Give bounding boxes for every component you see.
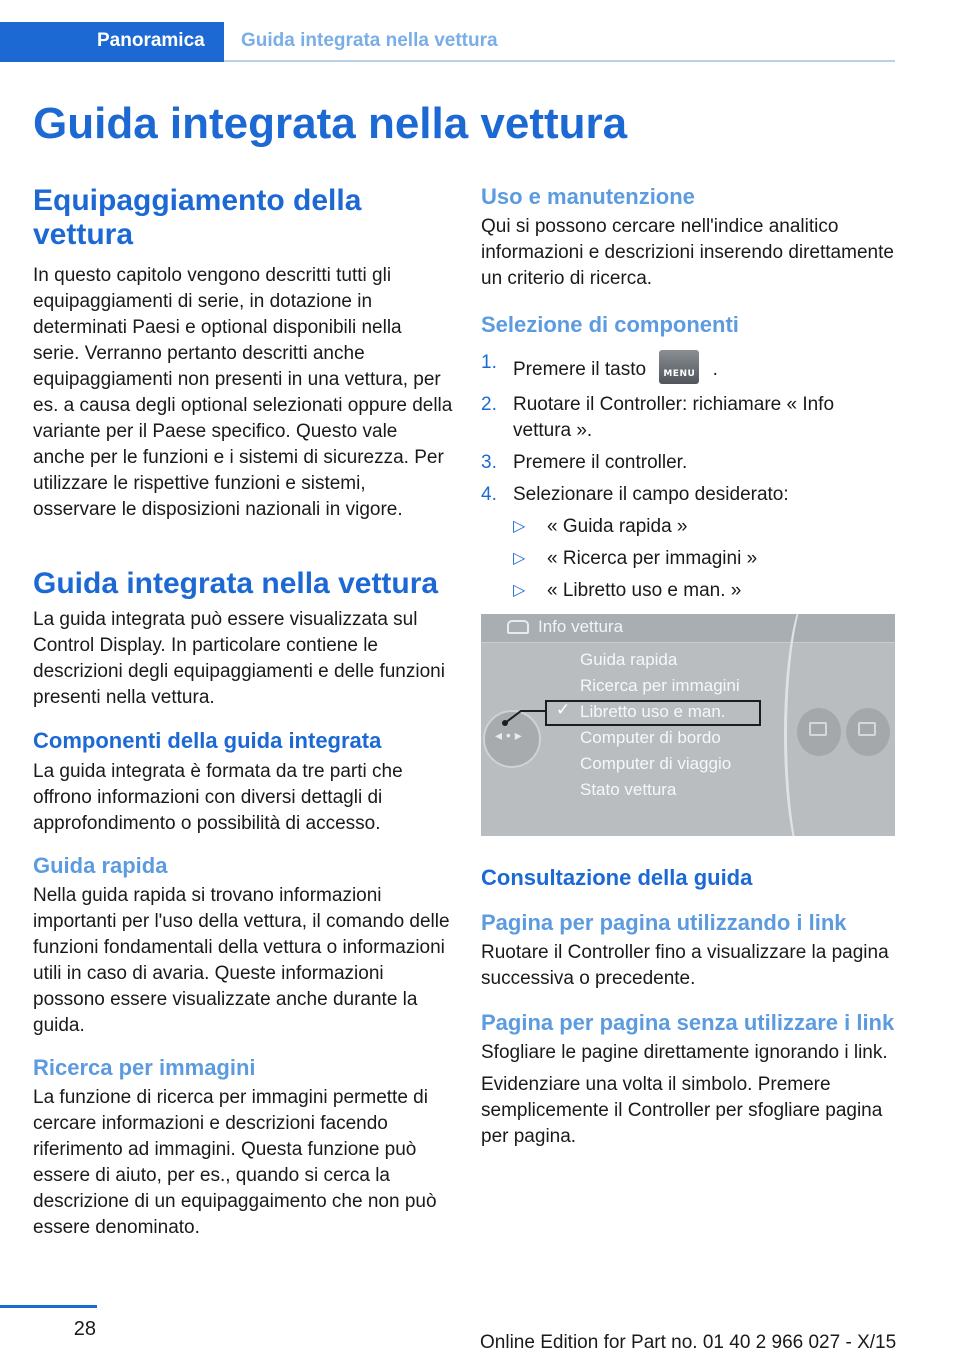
section-title-senza-link: Pagina per pagina senza utilizzare i link <box>481 1010 895 1035</box>
page-number: 28 <box>73 1318 96 1340</box>
page-title: Guida integrata nella vettura <box>33 99 628 148</box>
menu-key-label: MENU <box>663 369 696 379</box>
option-item <box>513 514 897 540</box>
screen-menu-item[interactable]: Ricerca per immagini <box>580 676 740 695</box>
step-item <box>481 450 897 476</box>
header-divider <box>224 60 895 62</box>
display-icon <box>858 722 876 736</box>
section-title-con-link: Pagina per pagina utilizzando i link <box>481 910 847 935</box>
screen-side-button <box>797 708 841 756</box>
car-icon <box>507 620 529 634</box>
option-item <box>513 578 897 604</box>
triangle-bullet-icon: ▷ <box>513 518 526 535</box>
section-title-componenti: Componenti della guida integrata <box>33 728 382 753</box>
section-title-consultazione: Consultazione della guida <box>481 865 753 890</box>
pointer-line-icon <box>501 709 551 727</box>
footer-divider <box>0 1305 97 1308</box>
step-number: 1. <box>481 352 497 373</box>
step-text: Premere il tasto <box>513 359 647 380</box>
step-item <box>481 392 897 444</box>
step-suffix: . <box>712 359 718 380</box>
section-title-uso-manutenzione: Uso e manutenzione <box>481 184 695 209</box>
triangle-bullet-icon: ▷ <box>513 582 526 599</box>
screen-menu-item[interactable]: Computer di bordo <box>580 728 721 747</box>
paragraph-senza-link-2: Evidenziare una volta il simbolo. Premere semplicemente il Controller per sfogliare pagina per pagina. <box>481 1074 883 1147</box>
section-title-equipaggiamento: Equipaggiamento della vettura <box>33 184 362 251</box>
header-tab-label[interactable]: Panoramica <box>97 30 205 51</box>
screen-menu-item[interactable]: Stato vettura <box>580 780 677 799</box>
option-text: « Guida rapida » <box>547 516 688 537</box>
left-column <box>33 184 453 1241</box>
knob-arrows-icon: ◂ • ▸ <box>495 727 522 743</box>
step-item <box>481 350 897 384</box>
step-number: 3. <box>481 452 497 473</box>
screen-title: Info vettura <box>538 617 624 636</box>
list-icon <box>809 722 827 736</box>
screen-menu-item[interactable]: Computer di viaggio <box>580 754 732 773</box>
menu-button-icon <box>659 350 699 384</box>
option-text: « Libretto uso e man. » <box>547 580 742 601</box>
steps-list <box>481 350 897 604</box>
step-text: Ruotare il Controller: richiamare « Info vettura ». <box>513 394 835 441</box>
screen-menu-item[interactable]: Guida rapida <box>580 650 678 669</box>
step-number: 4. <box>481 484 497 505</box>
options-list <box>513 514 897 604</box>
section-title-ricerca-immagini: Ricerca per immagini <box>33 1055 256 1080</box>
step-text: Premere il controller. <box>513 452 688 473</box>
paragraph-equipaggiamento: In questo capitolo vengono descritti tutti gli equipaggiamenti di serie, in dotazione in determinati Paesi e optional disponibili nella serie. Verranno pertanto descritti anche equipaggiamenti non presenti in una vettura, per es. a causa degli optional selezionati oppure della variante per il Paese specifico. Questo vale anche per le funzioni e i sistemi di sicurezza. Per utilizzare le rispettive funzioni e sistemi, osservare le disposizioni nazionali in vigore. <box>33 265 453 520</box>
option-text: « Ricerca per immagini » <box>547 548 758 569</box>
step-item <box>481 482 897 604</box>
paragraph-guida-rapida: Nella guida rapida si trovano informazioni importanti per l'uso della vettura, il comando delle funzioni fondamentali della vettura o informazioni utili in caso di avaria. Queste informazioni possono essere visualizzate anche durante la guida. <box>33 885 450 1036</box>
check-icon: ✓ <box>556 700 571 719</box>
paragraph-con-link: Ruotare il Controller fino a visualizzare la pagina successiva o precedente. <box>481 942 889 989</box>
paragraph-guida-integrata: La guida integrata può essere visualizzata sul Control Display. In particolare contiene le descrizioni degli equipaggiamenti e delle funzioni presenti nella vettura. <box>33 609 445 708</box>
paragraph-senza-link-1: Sfogliare le pagine direttamente ignorando i link. <box>481 1042 888 1063</box>
header-section-title[interactable]: Guida integrata nella vettura <box>241 30 498 51</box>
screen-menu-item-selected[interactable]: Libretto uso e man. <box>580 702 726 721</box>
screen-side-button <box>846 708 890 756</box>
right-column <box>481 184 897 1150</box>
section-title-selezione-componenti: Selezione di componenti <box>481 312 739 337</box>
paragraph-componenti: La guida integrata è formata da tre parti che offrono informazioni con diversi dettagli di approfondimento o possibilità di accesso. <box>33 761 403 834</box>
section-title-guida-rapida: Guida rapida <box>33 853 168 878</box>
edition-info: Online Edition for Part no. 01 40 2 966 027 - X/15 <box>480 1332 897 1353</box>
step-text: Selezionare il campo desiderato: <box>513 484 789 505</box>
paragraph-ricerca-immagini: La funzione di ricerca per immagini permette di cercare informazioni e descrizioni facendo riferimento ad immagini. Questa funzione può essere di aiuto, per es., quando si cerca la descrizione di un equipaggaimento che non può essere denominato. <box>33 1087 437 1238</box>
section-title-guida-integrata: Guida integrata nella vettura <box>33 567 439 600</box>
step-number: 2. <box>481 394 497 415</box>
paragraph-uso-manutenzione: Qui si possono cercare nell'indice analitico informazioni e descrizioni inserendo direttamente un criterio di ricerca. <box>481 216 894 289</box>
triangle-bullet-icon: ▷ <box>513 550 526 567</box>
control-display-image <box>481 614 895 836</box>
option-item <box>513 546 897 572</box>
